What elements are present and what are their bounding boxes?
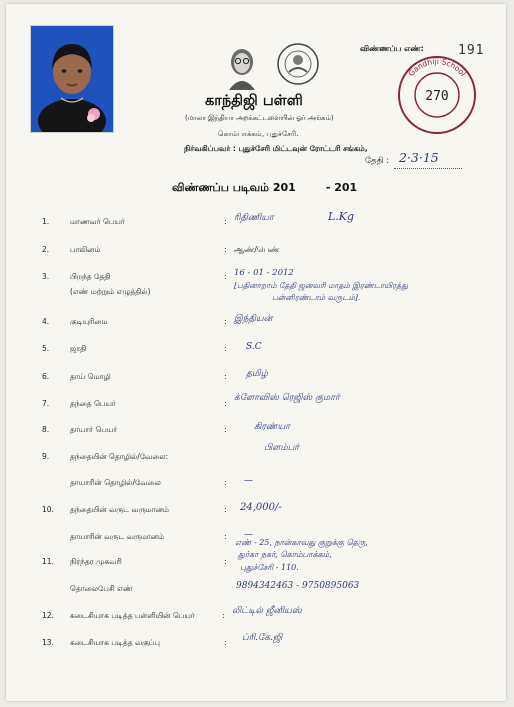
field-value: —: [244, 530, 253, 540]
school-name: காந்திஜி பள்ளி: [205, 93, 303, 109]
field-value: க்ளோவிஸ் ரெஜிஸ் குமார்: [234, 393, 340, 403]
field-value: ஆண்/பெண்: [234, 245, 280, 254]
field-colon: :: [224, 272, 227, 281]
field-value-address-line2: துர்கா நகர், கொம்பாக்கம்,: [238, 550, 332, 559]
field-number: 6.: [42, 372, 50, 381]
field-colon: :: [224, 505, 227, 514]
field-colon: :: [224, 557, 227, 566]
field-label: தந்தை பெயர்: [70, 399, 116, 408]
field-number: 8.: [42, 425, 50, 434]
field-label-note: (எண் மற்றும் எழுத்தில்): [70, 287, 151, 296]
field-label: தாயாரின் தொழில்/வேலை: [70, 478, 161, 487]
field-label: கடைசியாக படித்த வகுப்பு: [70, 638, 160, 647]
field-label: தாய் மொழி: [70, 372, 111, 381]
field-value: 9894342463 - 9750895063: [236, 581, 360, 591]
field-value: 16 - 01 - 2012: [234, 268, 294, 278]
field-number: 5.: [42, 344, 50, 353]
field-label: பாலினம்: [70, 245, 101, 254]
field-value: ரிதிணியா: [234, 213, 274, 223]
field-number: 3.: [42, 272, 50, 281]
field-colon: :: [224, 399, 227, 408]
field-number: 12.: [42, 611, 54, 620]
field-label: தாயார் பெயர்: [70, 425, 118, 434]
application-number-value: 191: [458, 43, 485, 58]
field-value-address-line3: புதுச்சேரி - 110.: [240, 563, 299, 572]
student-photo: [30, 25, 114, 133]
field-label: நிரந்தர முகவரி: [70, 557, 122, 566]
svg-text:Gandhiji School: [407, 57, 468, 78]
field-value-words-line2: பன்னிரண்டாம் வருடம்].: [272, 293, 361, 302]
school-stamp: [396, 54, 478, 136]
stamp-number: 270: [425, 89, 449, 104]
field-number: 13.: [42, 638, 54, 647]
field-colon: :: [224, 372, 227, 381]
application-number-label: விண்ணப்ப எண்:: [360, 44, 424, 53]
form-title-text: விண்ணப்ப படிவம் 201: [172, 181, 296, 194]
field-value: —: [244, 476, 253, 486]
field-label: மாணவர் பெயர்: [70, 217, 125, 226]
field-value-words-line1: [பதினாறாம் தேதி ஜனவரி மாதம் இரண்டாயிரத்து: [234, 281, 408, 290]
field-label: தந்தையின் வருட வருமானம்: [70, 505, 169, 514]
field-colon: :: [224, 638, 227, 647]
field-value-class: L.Kg: [328, 210, 355, 223]
affiliation-text: (மாலா இந்தியா அறக்கட்டளையின் ஓர் அங்கம்): [185, 114, 334, 122]
field-label: ஜாதி: [70, 344, 87, 353]
field-colon: :: [224, 245, 227, 254]
administrator-text: நிர்வகிப்பவர் : புதுச்சேரி மிட்டவுன் ரோட்டரி சங்கம்,: [184, 144, 368, 153]
form-title: [172, 181, 357, 196]
field-number: 2.: [42, 245, 50, 254]
field-value: லிட்டில் ஜீனியஸ்: [232, 606, 302, 616]
stamp-text: Gandhiji School: [406, 56, 468, 79]
field-label: குடியுரிமை: [70, 317, 108, 326]
field-value: 24,000/-: [240, 502, 282, 513]
field-number: 10.: [42, 505, 54, 514]
field-value: S.C: [246, 342, 262, 352]
field-value: இந்தியன்: [234, 314, 273, 324]
field-colon: :: [222, 611, 225, 620]
field-value: ப்ரி.கே.ஜி: [242, 633, 283, 643]
field-colon: :: [224, 532, 227, 541]
gandhi-portrait-logo: [225, 46, 259, 90]
date-value: 2·3·15: [399, 150, 439, 165]
field-label: தந்தையின் தொழில்/வேலை:: [70, 452, 169, 461]
field-label: கடைசியாக படித்த பள்ளியின் பெயர்: [70, 611, 195, 620]
field-number: 4.: [42, 317, 50, 326]
field-label: பிறந்த தேதி: [70, 272, 111, 281]
field-colon: :: [224, 344, 227, 353]
field-number: 9.: [42, 452, 50, 461]
field-colon: :: [224, 217, 227, 226]
field-colon: :: [224, 317, 227, 326]
field-value: தமிழ்: [246, 369, 268, 379]
date-label: தேதி :: [365, 156, 390, 166]
field-colon: :: [224, 425, 227, 434]
field-value: கிரண்யா: [254, 422, 290, 432]
field-number: 1.: [42, 217, 50, 226]
field-value-address-line1: எண் - 25, நான்காவது குறுக்கு தெரு,: [235, 538, 368, 547]
school-address: கொம்பாக்கம், புதுச்சேரி.: [218, 129, 299, 138]
field-number: 11.: [42, 557, 54, 566]
foundation-seal-logo: [276, 42, 320, 86]
date-underline: [394, 168, 462, 169]
application-form-sheet: [6, 4, 506, 701]
field-colon: :: [224, 478, 227, 487]
field-label: தாயாரின் வருட வருமானம்: [70, 532, 165, 541]
field-label: தொலைபேசி எண்: [70, 584, 133, 593]
field-value: பிளம்பர்: [264, 443, 299, 453]
form-title-suffix: - 201: [325, 181, 358, 194]
field-number: 7.: [42, 399, 50, 408]
